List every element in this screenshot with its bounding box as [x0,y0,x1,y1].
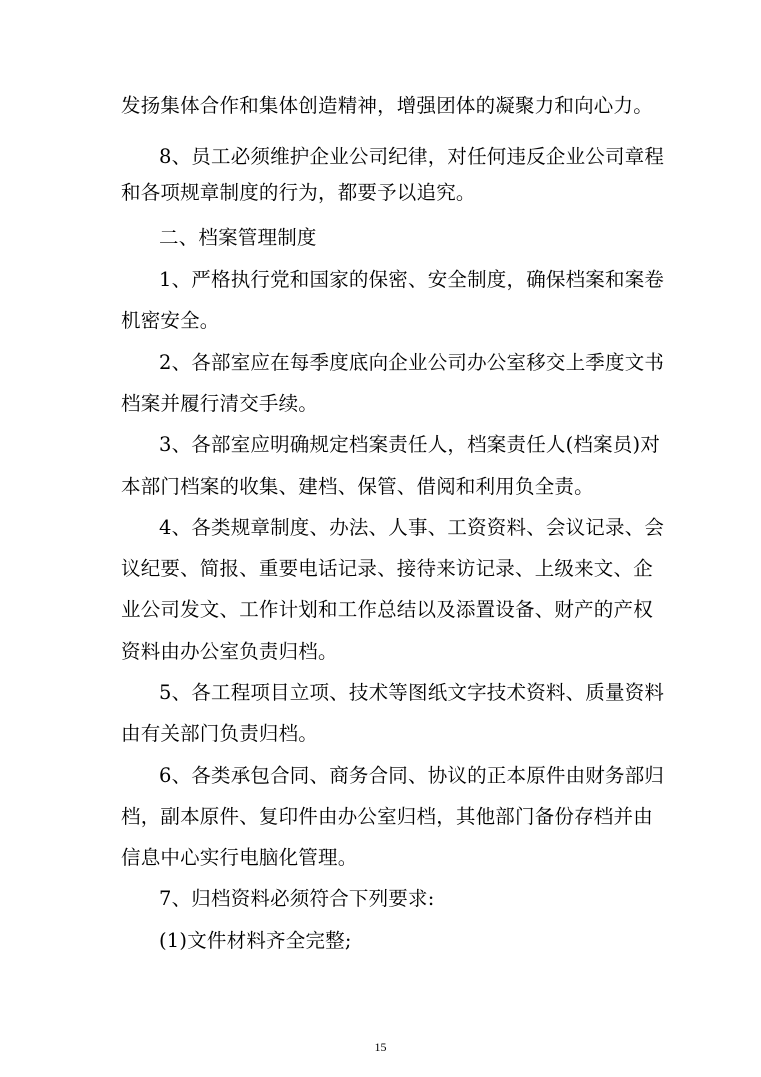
text-line: 发扬集体合作和集体创造精神，增强团体的凝聚力和向心力。 [121,94,653,117]
text-line: (1)文件材料齐全完整; [159,929,352,952]
text-line: 和各项规章制度的行为，都要予以追究。 [121,181,476,204]
text-line: 信息中心实行电脑化管理。 [121,846,358,869]
text-line: 议纪要、简报、重要电话记录、接待来访记录、上级来文、企 [121,557,653,580]
text-line: 1、严格执行党和国家的保密、安全制度，确保档案和案卷 [159,268,665,291]
text-line: 档案并履行清交手续。 [121,392,319,415]
text-line: 7、归档资料必须符合下列要求: [159,887,435,910]
text-line: 本部门档案的收集、建档、保管、借阅和利用负全责。 [121,475,594,498]
text-line: 8、员工必须维护企业公司纪律，对任何违反企业公司章程 [159,145,665,168]
text-line: 机密安全。 [121,309,220,332]
text-line: 由有关部门负责归档。 [121,722,319,745]
text-line: 4、各类规章制度、办法、人事、工资资料、会议记录、会 [159,516,665,539]
text-line: 档，副本原件、复印件由办公室归档，其他部门备份存档并由 [121,805,653,828]
section-heading: 二、档案管理制度 [159,226,317,249]
text-line: 资料由办公室负责归档。 [121,640,338,663]
text-line: 6、各类承包合同、商务合同、协议的正本原件由财务部归 [159,764,665,787]
page-number: 15 [374,1040,387,1054]
text-line: 3、各部室应明确规定档案责任人，档案责任人(档案员)对 [159,433,661,456]
text-line: 业公司发文、工作计划和工作总结以及添置设备、财产的产权 [121,598,653,621]
text-line: 2、各部室应在每季度底向企业公司办公室移交上季度文书 [159,351,665,374]
text-line: 5、各工程项目立项、技术等图纸文字技术资料、质量资料 [159,681,665,704]
